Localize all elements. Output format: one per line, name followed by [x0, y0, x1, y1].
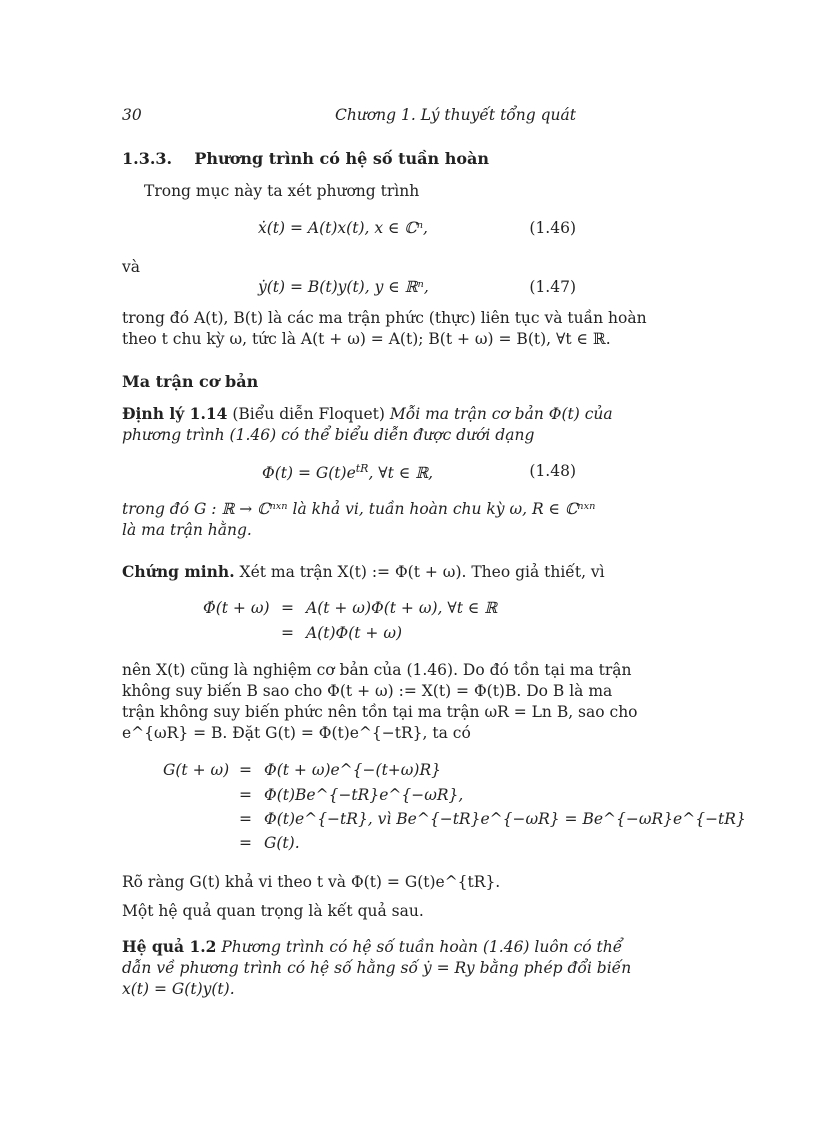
equation-1-48-tail: , ∀t ∈ ℝ,	[368, 464, 434, 483]
corollary-text: Phương trình có hệ số tuần hoàn (1.46) luôn có thể	[216, 938, 623, 956]
equation-1-48	[262, 462, 433, 482]
theorem-paren: (Biểu diễn Floquet)	[227, 405, 385, 423]
proof-eq-lhs: Φ̇(t + ω)	[203, 599, 270, 617]
conclusion-text: Rõ ràng G(t) khả vi theo t và Φ(t) = G(t)e^{tR}.	[122, 873, 501, 891]
corollary-line	[122, 937, 623, 957]
corollary-head: Hệ quả 1.2	[122, 937, 217, 956]
theorem-text: Mỗi ma trận cơ bản Φ(t) của	[384, 405, 613, 423]
proof-line: trận không suy biến phức nên tồn tại ma trận ωR = Ln B, sao cho	[122, 703, 638, 721]
proof-line	[122, 562, 605, 582]
paragraph-line: theo t chu kỳ ω, tức là A(t + ω) = A(t); B(t + ω) = B(t), ∀t ∈ ℝ.	[122, 330, 611, 348]
proof-eq-rhs: A(t + ω)Φ(t + ω), ∀t ∈ ℝ	[306, 599, 498, 617]
section-heading	[122, 149, 489, 169]
proof-eq-sign: =	[281, 624, 294, 642]
theorem-head: Định lý 1.14	[122, 404, 228, 423]
theorem-line: là ma trận hằng.	[122, 521, 252, 539]
remark-text: Một hệ quả quan trọng là kết quả sau.	[122, 902, 424, 920]
equation-1-48-main: Φ(t) = G(t)e	[262, 464, 356, 483]
corollary-line: dẫn về phương trình có hệ số hằng số ẏ = Ry bằng phép đổi biến	[122, 959, 632, 977]
derivation-step: Φ(t)e^{−tR}, vì Be^{−tR}e^{−ωR} = Be^{−ωR}e^{−tR}	[264, 810, 746, 828]
derivation-step: Φ(t + ω)e^{−(t+ω)R}	[264, 761, 442, 779]
proof-line: không suy biến B sao cho Φ(t + ω) := X(t) = Φ(t)B. Do B là ma	[122, 682, 613, 700]
corollary-line: x(t) = G(t)y(t).	[122, 980, 235, 998]
theorem-line: phương trình (1.46) có thể biểu diễn được dưới dạng	[122, 426, 535, 444]
equation-1-46: ẋ(t) = A(t)x(t), x ∈ ℂⁿ,	[258, 219, 428, 237]
section-number: 1.3.3.	[122, 149, 173, 168]
derivation-eq-sign: =	[239, 761, 252, 779]
equation-label-1-47: (1.47)	[529, 278, 576, 296]
proof-line: nên X(t) cũng là nghiệm cơ bản của (1.46). Do đó tồn tại ma trận	[122, 661, 632, 679]
theorem-line	[122, 404, 613, 424]
derivation-eq-sign: =	[239, 786, 252, 804]
running-title: Chương 1. Lý thuyết tổng quát	[335, 106, 576, 124]
derivation-eq-sign: =	[239, 834, 252, 852]
page-number: 30	[122, 106, 142, 124]
conjunction-text: và	[122, 258, 140, 276]
proof-line: e^{ωR} = B. Đặt G(t) = Φ(t)e^{−tR}, ta có	[122, 724, 471, 742]
proof-head: Chứng minh.	[122, 562, 235, 581]
equation-1-47: ẏ(t) = B(t)y(t), y ∈ ℝⁿ,	[258, 278, 429, 296]
theorem-line: trong đó G : ℝ → ℂⁿˣⁿ là khả vi, tuần hoàn chu kỳ ω, R ∈ ℂⁿˣⁿ	[122, 500, 596, 518]
intro-text: Trong mục này ta xét phương trình	[144, 182, 420, 200]
equation-label-1-46: (1.46)	[529, 219, 576, 237]
section-title: Phương trình có hệ số tuần hoàn	[194, 149, 489, 168]
derivation-step: G(t).	[264, 834, 300, 852]
equation-label-1-48: (1.48)	[529, 462, 576, 480]
paragraph-line: trong đó A(t), B(t) là các ma trận phức (thực) liên tục và tuần hoàn	[122, 309, 647, 327]
equation-1-48-exponent: tR	[355, 462, 369, 475]
proof-eq-sign: =	[281, 599, 294, 617]
proof-text: Xét ma trận X(t) := Φ(t + ω). Theo giả thiết, vì	[234, 563, 605, 581]
subsection-heading: Ma trận cơ bản	[122, 372, 259, 391]
derivation-step: Φ(t)Be^{−tR}e^{−ωR},	[264, 786, 464, 804]
proof-eq-rhs: A(t)Φ(t + ω)	[306, 624, 403, 642]
derivation-eq-sign: =	[239, 810, 252, 828]
derivation-lhs: G(t + ω)	[163, 761, 230, 779]
